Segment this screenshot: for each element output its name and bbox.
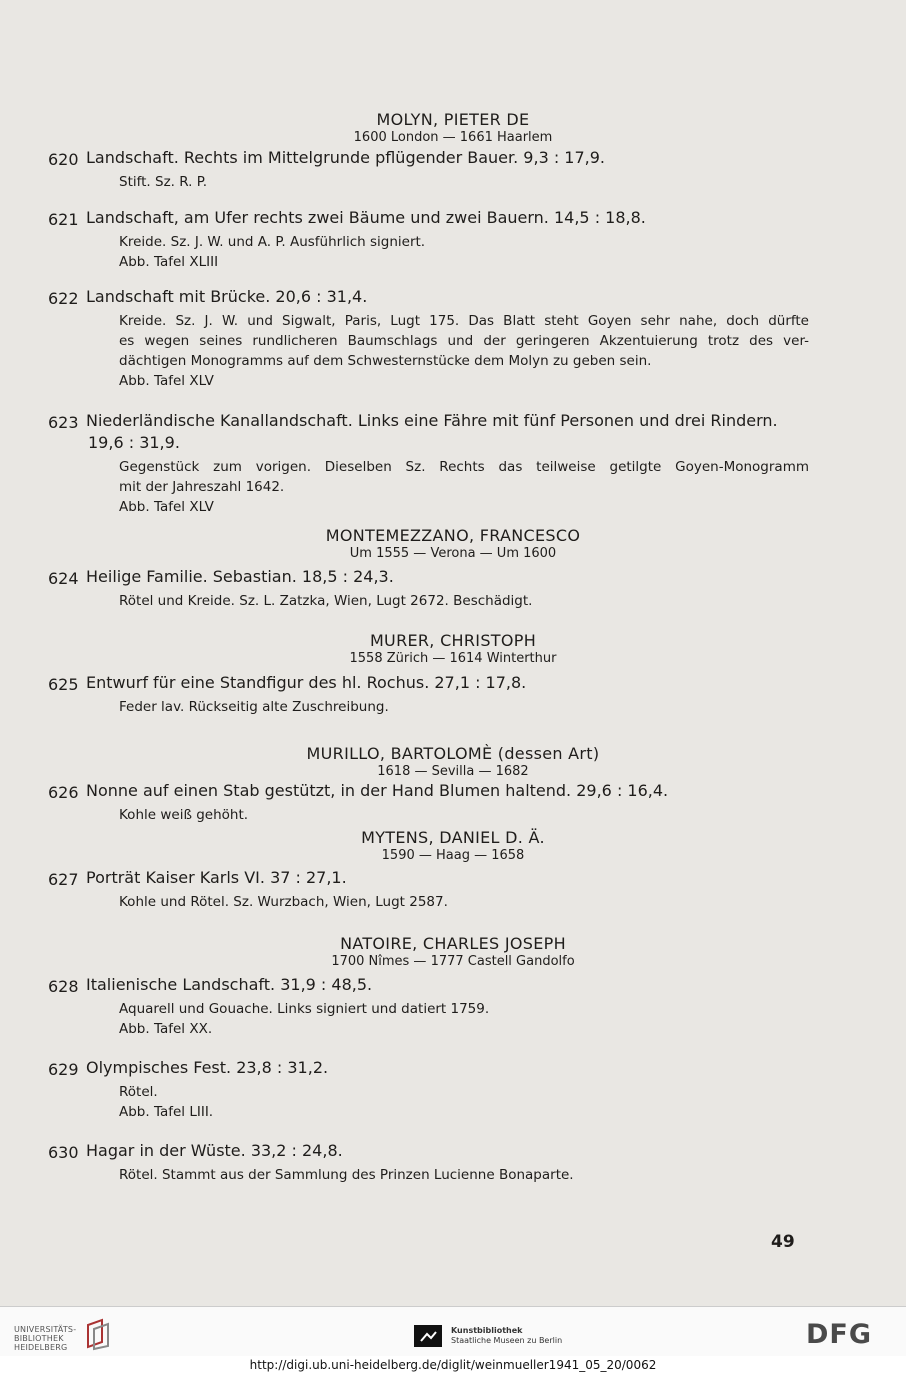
entry-detail-line: Abb. Tafel XX.	[119, 1021, 213, 1037]
entry-detail-line: Rötel.	[119, 1084, 158, 1100]
entry-title	[86, 410, 816, 454]
entry-detail-line: Kreide. Sz. J. W. und Sigwalt, Paris, Lugt 175. Das Blatt steht Goyen sehr nahe, doch dürfte	[119, 313, 809, 329]
entry-detail-line: Rötel. Stammt aus der Sammlung des Prinzen Lucienne Bonaparte.	[119, 1167, 574, 1183]
entry-title-line: Italienische Landschaft. 31,9 : 48,5.	[86, 975, 373, 994]
entry-number: 629	[48, 1060, 79, 1079]
entry-number: 628	[48, 977, 79, 996]
artist-lifespan: 1558 Zürich — 1614 Winterthur	[349, 651, 557, 666]
artist-name: NATOIRE, CHARLES JOSEPH	[340, 934, 566, 953]
entry-detail-line: Abb. Tafel XLV	[119, 373, 214, 389]
artist-lifespan: 1590 — Haag — 1658	[381, 848, 525, 863]
artist-name: MURILLO, BARTOLOMÈ (dessen Art)	[306, 744, 600, 763]
entry-title	[86, 147, 816, 169]
entry-number: 621	[48, 210, 79, 229]
entry-title-line: 19,6 : 31,9.	[88, 433, 180, 452]
entry-details	[119, 232, 809, 272]
entry-detail-line: Aquarell und Gouache. Links signiert und datiert 1759.	[119, 1001, 490, 1017]
artist-name: MYTENS, DANIEL D. Ä.	[361, 828, 545, 847]
entry-title-line: Niederländische Kanallandschaft. Links eine Fähre mit fünf Personen und drei Rindern.	[86, 411, 778, 430]
entry-details	[119, 697, 809, 717]
entry-details	[119, 999, 809, 1039]
heidelberg-logo-icon	[82, 1317, 112, 1351]
entry-detail-line: Rötel und Kreide. Sz. L. Zatzka, Wien, Lugt 2672. Beschädigt.	[119, 593, 533, 609]
artist-name: MURER, CHRISTOPH	[369, 631, 537, 650]
entry-detail-line: Kohle weiß gehöht.	[119, 807, 249, 823]
heidelberg-university-library-logo[interactable]: UNIVERSITÄTS- BIBLIOTHEK HEIDELBERG	[14, 1325, 77, 1352]
artist-name: MOLYN, PIETER DE	[376, 110, 530, 129]
kunstbibliothek-label[interactable]: Kunstbibliothek Staatliche Museen zu Berlin	[451, 1326, 563, 1345]
entry-title	[86, 867, 816, 889]
entry-details	[119, 805, 809, 825]
entry-title-line: Porträt Kaiser Karls VI. 37 : 27,1.	[86, 868, 347, 887]
entry-title-line: Entwurf für eine Standfigur des hl. Rochus. 27,1 : 17,8.	[86, 673, 527, 692]
entry-detail-line: mit der Jahreszahl 1642.	[119, 479, 285, 495]
entry-details	[119, 1082, 809, 1122]
entry-title	[86, 974, 816, 996]
entry-detail-line: Stift. Sz. R. P.	[119, 174, 208, 190]
artist-lifespan: 1700 Nîmes — 1777 Castell Gandolfo	[331, 954, 575, 969]
entry-number: 627	[48, 870, 79, 889]
entry-title	[86, 1140, 816, 1162]
entry-number: 630	[48, 1143, 79, 1162]
entry-title	[86, 1057, 816, 1079]
entry-detail-line: Abb. Tafel LIII.	[119, 1104, 214, 1120]
entry-number: 625	[48, 675, 79, 694]
entry-title-line: Landschaft mit Brücke. 20,6 : 31,4.	[86, 287, 368, 306]
entry-title-line: Olympisches Fest. 23,8 : 31,2.	[86, 1058, 329, 1077]
entry-details	[119, 311, 809, 391]
viewer-footer	[0, 1306, 906, 1357]
entry-number: 623	[48, 413, 79, 432]
permalink-url[interactable]: http://digi.ub.uni-heidelberg.de/diglit/weinmueller1941_05_20/0062	[0, 1356, 906, 1375]
entry-title-line: Hagar in der Wüste. 33,2 : 24,8.	[86, 1141, 343, 1160]
entry-title	[86, 207, 816, 229]
artist-lifespan: 1600 London — 1661 Haarlem	[353, 130, 553, 145]
entry-detail-line: Feder lav. Rückseitig alte Zuschreibung.	[119, 699, 389, 715]
entry-details	[119, 1165, 809, 1185]
entry-title-line: Landschaft. Rechts im Mittelgrunde pflügender Bauer. 9,3 : 17,9.	[86, 148, 606, 167]
entry-number: 626	[48, 783, 79, 802]
kunstbibliothek-logo-icon	[414, 1325, 444, 1349]
artist-name: MONTEMEZZANO, FRANCESCO	[325, 526, 581, 545]
entry-detail-line: Abb. Tafel XLIII	[119, 254, 219, 270]
entry-title	[86, 672, 816, 694]
entry-detail-line: Abb. Tafel XLV	[119, 499, 214, 515]
entry-title-line: Landschaft, am Ufer rechts zwei Bäume und zwei Bauern. 14,5 : 18,8.	[86, 208, 646, 227]
entry-details	[119, 172, 809, 192]
entry-number: 624	[48, 569, 79, 588]
entry-number: 622	[48, 289, 79, 308]
artist-lifespan: 1618 — Sevilla — 1682	[377, 764, 529, 779]
page-number: 49	[771, 1232, 795, 1252]
entry-title	[86, 286, 816, 308]
entry-number: 620	[48, 150, 79, 169]
entry-detail-line: dächtigen Monogramms auf dem Schwesternstücke dem Molyn zu geben sein.	[119, 353, 652, 369]
entry-detail-line: Gegenstück zum vorigen. Dieselben Sz. Rechts das teilweise getilgte Goyen-Monogramm	[119, 459, 809, 475]
entry-title-line: Nonne auf einen Stab gestützt, in der Hand Blumen haltend. 29,6 : 16,4.	[86, 781, 669, 800]
dfg-logo[interactable]: DFG	[806, 1319, 873, 1350]
entry-detail-line: Kreide. Sz. J. W. und A. P. Ausführlich signiert.	[119, 234, 426, 250]
entry-details	[119, 591, 809, 611]
entry-title	[86, 780, 816, 802]
entry-details	[119, 457, 809, 517]
entry-details	[119, 892, 809, 912]
artist-lifespan: Um 1555 — Verona — Um 1600	[349, 546, 557, 561]
entry-title	[86, 566, 816, 588]
entry-title-line: Heilige Familie. Sebastian. 18,5 : 24,3.	[86, 567, 394, 586]
entry-detail-line: es wegen seines rundlicheren Baumschlags und der geringeren Akzentuierung trotz des ver-	[119, 333, 809, 349]
entry-detail-line: Kohle und Rötel. Sz. Wurzbach, Wien, Lugt 2587.	[119, 894, 448, 910]
